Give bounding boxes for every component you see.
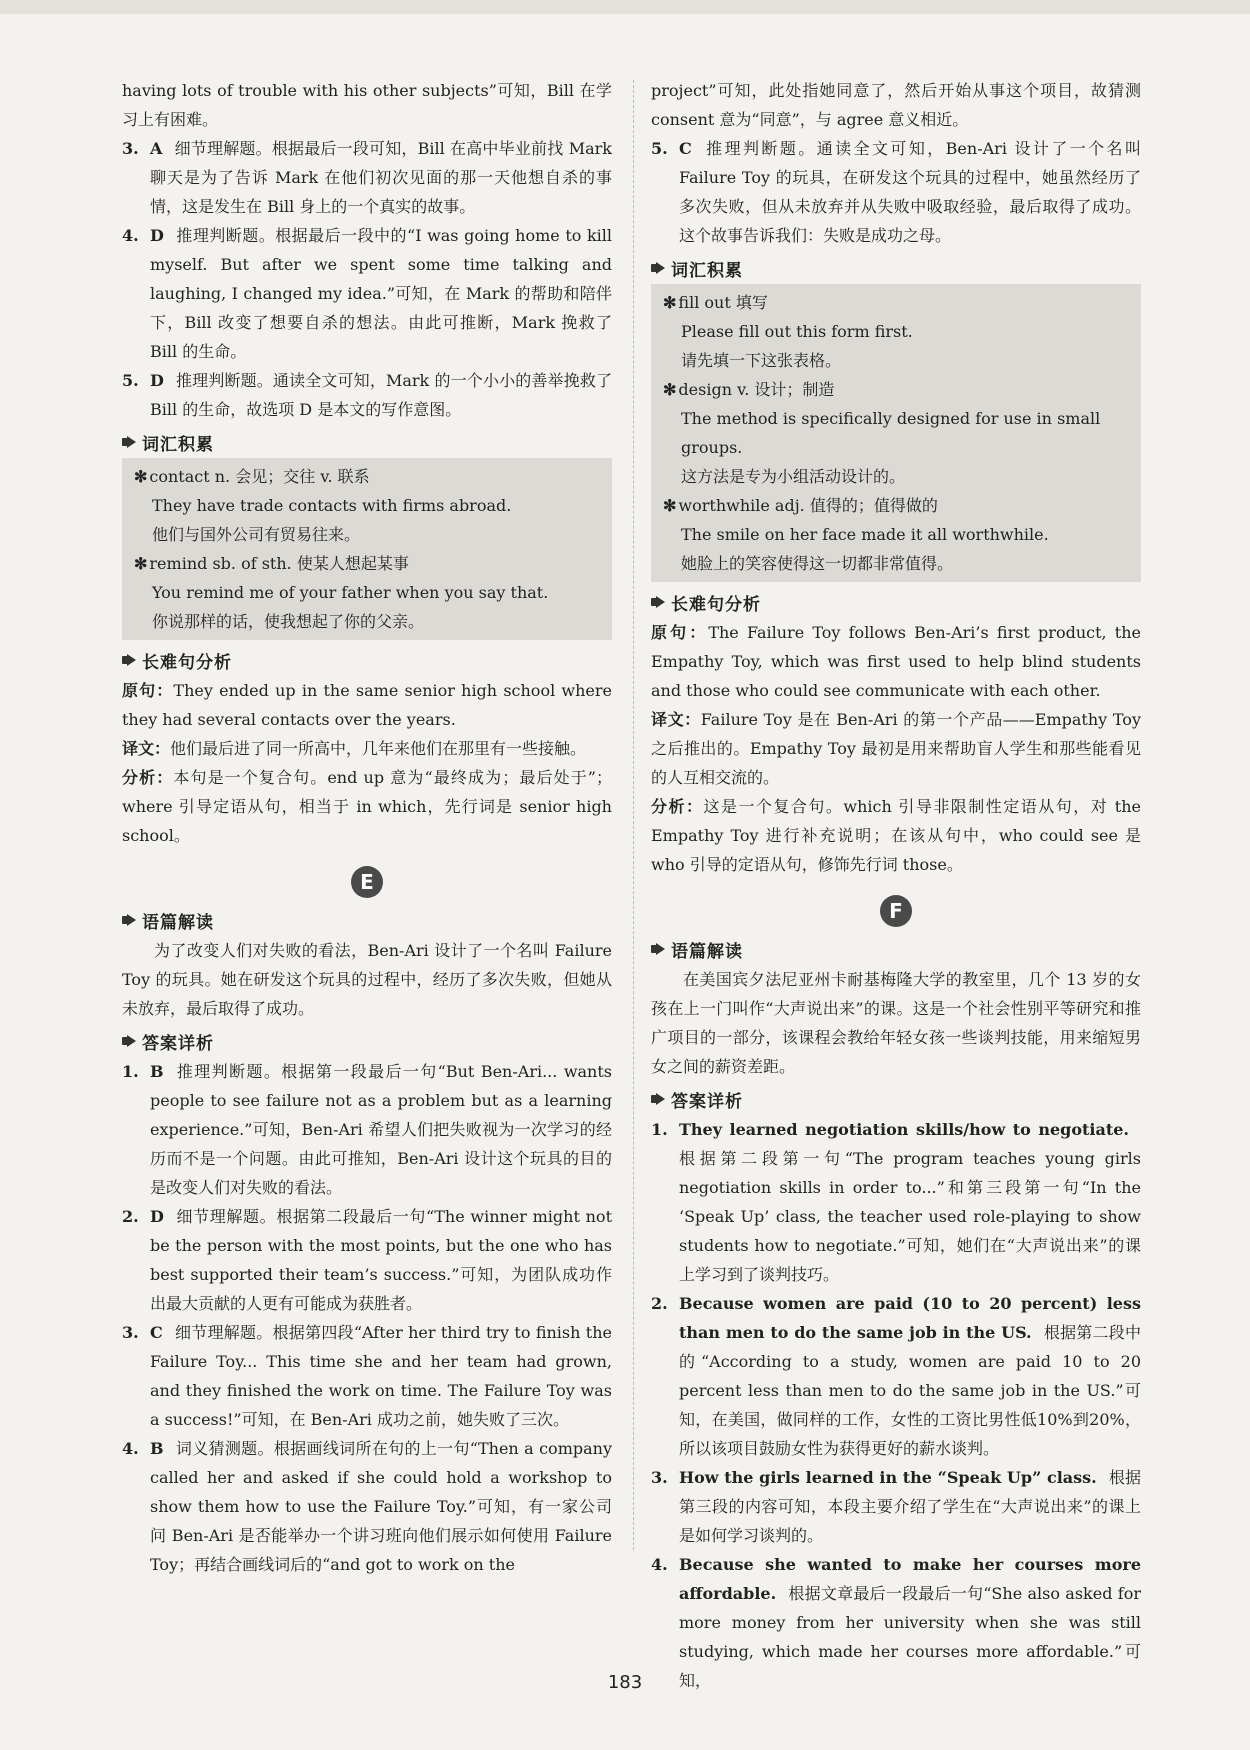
vocab-box <box>122 458 612 640</box>
page-top-strip <box>0 0 1250 14</box>
vocab-head: ✻ worthwhile adj. 值得的；值得做的 <box>663 496 938 515</box>
arrow-icon <box>122 434 136 450</box>
original-sentence: 原句：They ended up in the same senior high school where they had several contacts over the years. <box>122 681 612 729</box>
asterisk-icon: ✻ <box>663 496 677 515</box>
section-heading-answers: 答案详析 <box>122 1027 612 1055</box>
vocab-example: The method is specifically designed for use in small groups. <box>681 409 1101 457</box>
section-heading-vocab: 词汇积累 <box>122 428 612 456</box>
analysis: 分析：这是一个复合句。which 引导非限制性定语从句，对 the Empathy Toy 进行补充说明；在该从句中，who could see 是 who 引导的定语从句，修饰先行词 those。 <box>651 797 1141 874</box>
vocab-example: The smile on her face made it all worthwhile. <box>681 525 1049 544</box>
section-heading-reading: 语篇解读 <box>122 906 612 934</box>
reading-summary: 为了改变人们对失败的看法，Ben-Ari 设计了一个名叫 Failure Toy 的玩具。她在研发这个玩具的过程中，经历了多次失败，但她从未放弃，最后取得了成功。 <box>122 941 612 1018</box>
vocab-example: Please fill out this form first. <box>681 322 913 341</box>
answer-item: 5. C 推理判断题。通读全文可知，Ben-Ari 设计了一个名叫 Failure Toy 的玩具，在研发这个玩具的过程中，她虽然经历了多次失败，但从未放弃并从失败中吸取经验，最后取得了成功。这个故事告诉我们：失败是成功之母。 <box>651 139 1141 245</box>
answer-item: 2. D 细节理解题。根据第二段最后一句“The winner might not be the person with the most points, but the one who has best supported their team’s success.”可知，为团队成功作出最大贡献的人更有可能成为获胜者。 <box>122 1207 612 1313</box>
asterisk-icon: ✻ <box>663 380 677 399</box>
asterisk-icon: ✻ <box>134 554 148 573</box>
column-divider <box>633 80 634 1550</box>
page-number: 183 <box>607 1672 643 1693</box>
section-badge-f: F <box>651 895 1141 927</box>
vocab-translation: 你说那样的话，使我想起了你的父亲。 <box>152 612 425 631</box>
analysis: 分析：本句是一个复合句。end up 意为“最终成为；最后处于”；where 引导定语从句，相当于 in which，先行词是 senior high school。 <box>122 768 612 845</box>
answer-item: 3. A 细节理解题。根据最后一段可知，Bill 在高中毕业前找 Mark 聊天是为了告诉 Mark 在他们初次见面的那一天他想自杀的事情，这是发生在 Bill 身上的一个真实的故事。 <box>122 139 612 216</box>
section-heading-long-sentence: 长难句分析 <box>122 646 612 674</box>
vocab-translation: 她脸上的笑容使得这一切都非常值得。 <box>681 554 954 573</box>
section-heading-long-sentence: 长难句分析 <box>651 588 1141 616</box>
original-sentence: 原句：The Failure Toy follows Ben-Ari’s first product, the Empathy Toy, which was first used to help blind students and those who could see communicate with each other. <box>651 623 1141 700</box>
section-badge-e: E <box>122 866 612 898</box>
vocab-head: ✻ design v. 设计；制造 <box>663 380 835 399</box>
answer-item: 3. C 细节理解题。根据第四段“After her third try to finish the Failure Toy... This time she and her team had grown, and they finished the work on time. The Failure Toy was a success!”可知，在 Ben-Ari 成功之前，她失败了三次。 <box>122 1323 612 1429</box>
arrow-icon <box>651 1091 665 1107</box>
vocab-translation: 请先填一下这张表格。 <box>681 351 842 370</box>
asterisk-icon: ✻ <box>134 467 148 486</box>
answer-item: 5. D 推理判断题。通读全文可知，Mark 的一个小小的善举挽救了 Bill 的生命，故选项 D 是本文的写作意图。 <box>122 371 612 419</box>
vocab-example: They have trade contacts with firms abroad. <box>152 496 512 515</box>
arrow-icon <box>122 1033 136 1049</box>
answer-item: 4. D 推理判断题。根据最后一段中的“I was going home to kill myself. But after we spent some time talking and laughing, I changed my idea.”可知，在 Mark 的帮助和陪伴下，Bill 改变了想要自杀的想法。由此可推断，Mark 挽救了 Bill 的生命。 <box>122 226 612 361</box>
answer-item: 1. B 推理判断题。根据第一段最后一句“But Ben-Ari... wants people to see failure not as a problem but as a learning experience.”可知，Ben-Ari 希望人们把失败视为一次学习的经历而不是一个问题。由此可推知，Ben-Ari 设计这个玩具的目的是改变人们对失败的看法。 <box>122 1062 612 1197</box>
left-column <box>122 76 612 1579</box>
vocab-head: ✻ remind sb. of sth. 使某人想起某事 <box>134 554 409 573</box>
answer-item: 3. How the girls learned in the “Speak Up” class. 根据第三段的内容可知，本段主要介绍了学生在“大声说出来”的课上是如何学习谈判的。 <box>651 1468 1141 1545</box>
vocab-translation: 这方法是专为小组活动设计的。 <box>681 467 906 486</box>
answer-item: 1. They learned negotiation skills/how to negotiate.根据第二段第一句“The program teaches young girls negotiation skills in order to...”和第三段第一句“In the ‘Speak Up’ class, the teacher used role-playing to show students how to negotiate.”可知，她们在“大声说出来”的课上学习到了谈判技巧。 <box>651 1120 1141 1284</box>
vocab-box <box>651 284 1141 582</box>
intro-continuation: project”可知，此处指她同意了，然后开始从事这个项目，故猜测 consent 意为“同意”，与 agree 意义相近。 <box>651 81 1141 129</box>
vocab-example: You remind me of your father when you say that. <box>152 583 549 602</box>
vocab-translation: 他们与国外公司有贸易往来。 <box>152 525 361 544</box>
arrow-icon <box>651 260 665 276</box>
vocab-head: ✻ fill out 填写 <box>663 293 768 312</box>
translation: 译文：Failure Toy 是在 Ben-Ari 的第一个产品——Empathy Toy 之后推出的。Empathy Toy 最初是用来帮助盲人学生和那些能看见的人互相交流的。 <box>651 710 1141 787</box>
section-heading-answers: 答案详析 <box>651 1085 1141 1113</box>
translation: 译文：他们最后进了同一所高中，几年来他们在那里有一些接触。 <box>122 739 587 758</box>
answer-item: 2. Because women are paid (10 to 20 percent) less than men to do the same job in the US. 根据第二段中的“According to a study, women are paid 10 to 20 percent less than men to do the same job in the US.”可知，在美国，做同样的工作，女性的工资比男性低10%到20%，所以该项目鼓励女性为获得更好的薪水谈判。 <box>651 1294 1141 1458</box>
reading-summary: 在美国宾夕法尼亚州卡耐基梅隆大学的教室里，几个 13 岁的女孩在上一门叫作“大声说出来”的课。这是一个社会性别平等研究和推广项目的一部分，该课程会教给年轻女孩一些谈判技能，用来缩短男女之间的薪资差距。 <box>651 970 1141 1076</box>
arrow-icon <box>122 652 136 668</box>
arrow-icon <box>651 941 665 957</box>
right-column <box>651 76 1141 1695</box>
vocab-head: ✻ contact n. 会见；交往 v. 联系 <box>134 467 370 486</box>
section-heading-reading: 语篇解读 <box>651 935 1141 963</box>
arrow-icon <box>651 594 665 610</box>
answer-item: 4. B 词义猜测题。根据画线词所在句的上一句“Then a company called her and asked if she could hold a workshop to show them how to use the Failure Toy.”可知，有一家公司问 Ben-Ari 是否能举办一个讲习班向他们展示如何使用 Failure Toy；再结合画线词后的“and got to work on the <box>122 1439 612 1574</box>
section-heading-vocab: 词汇积累 <box>651 254 1141 282</box>
intro-continuation: having lots of trouble with his other subjects”可知，Bill 在学习上有困难。 <box>122 81 612 129</box>
answer-item: 4. Because she wanted to make her courses more affordable. 根据文章最后一段最后一句“She also asked for more money from her university when she was still studying, which made her courses more affordable.”可知， <box>651 1555 1141 1690</box>
asterisk-icon: ✻ <box>663 293 677 312</box>
arrow-icon <box>122 912 136 928</box>
